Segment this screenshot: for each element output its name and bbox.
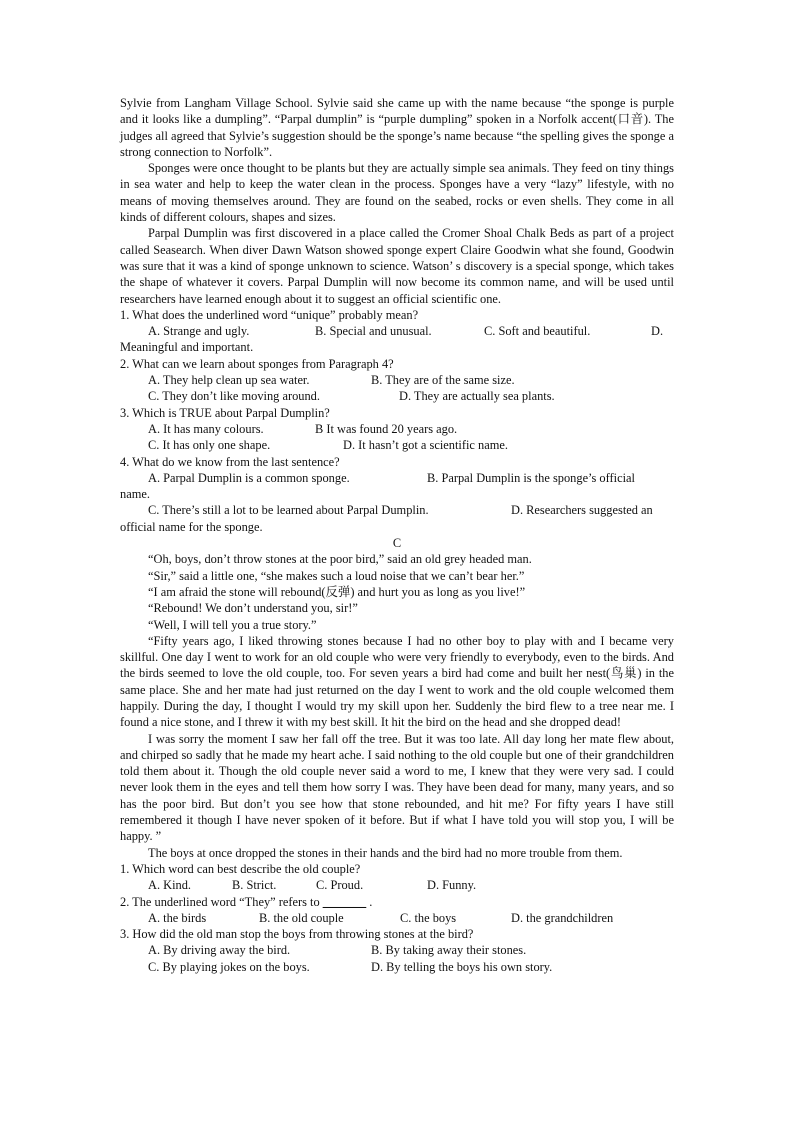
option: D. It hasn’t got a scientific name. bbox=[343, 438, 508, 453]
question-b1: 1. What does the underlined word “unique” probably mean? bbox=[120, 307, 419, 322]
question-c2-text: 2. The underlined word “They” refers to bbox=[120, 894, 320, 909]
dialogue-line: “Well, I will tell you a true story.” bbox=[148, 617, 317, 632]
dialogue-line: “Oh, boys, don’t throw stones at the poor bird,” said an old grey headed man. bbox=[148, 552, 532, 567]
option: D. the grandchildren bbox=[511, 910, 614, 925]
question-c1-options bbox=[120, 877, 674, 893]
question-b4-options bbox=[120, 502, 674, 518]
question-b2: 2. What can we learn about sponges from Paragraph 4? bbox=[120, 356, 394, 371]
option: C. They don’t like moving around. bbox=[148, 389, 320, 404]
question-c3-options bbox=[120, 942, 674, 958]
question-c3: 3. How did the old man stop the boys from throwing stones at the bird? bbox=[120, 927, 474, 942]
option: A. By driving away the bird. bbox=[148, 943, 291, 958]
option: B. By taking away their stones. bbox=[371, 943, 527, 958]
passage-c-paragraph: I was sorry the moment I saw her fall off the tree. But it was too late. All day long her mate flew about, and chirped so sadly that he made my heart ache. I said nothing to the old couple but one of their grandchildren told them about it. Though the old couple never said a word to me, I knew that they were very sad. I could never look them in the eyes and tell them how sorry I was. They have been dead for many, many years, and so has the poor bird. But don’t you see how that stone rebounded, and hit me? For fifty years I have still remembered it though I have never spoken of it before. But if what I have told you will stop you, I will be happy. ” bbox=[120, 731, 674, 844]
option: D. bbox=[651, 324, 664, 339]
question-b3-options bbox=[120, 421, 674, 437]
option: D. By telling the boys his own story. bbox=[371, 959, 553, 974]
option: A. Kind. bbox=[148, 878, 192, 893]
option: B. They are of the same size. bbox=[371, 373, 515, 388]
question-b4-options bbox=[120, 470, 674, 486]
option: D. Funny. bbox=[427, 878, 477, 893]
dialogue-line: “Rebound! We don’t understand you, sir!” bbox=[148, 601, 358, 616]
option: C. the boys bbox=[400, 910, 457, 925]
passage-c-paragraph: The boys at once dropped the stones in their hands and the bird had no more trouble from them. bbox=[148, 845, 623, 860]
option: B It was found 20 years ago. bbox=[315, 421, 458, 436]
option-continuation: official name for the sponge. bbox=[120, 519, 263, 534]
question-c2-options bbox=[120, 910, 674, 926]
dialogue-line: “I am afraid the stone will rebound(反弹) and hurt you as long as you live!” bbox=[148, 584, 526, 599]
passage-c-paragraph: “Fifty years ago, I liked throwing stones because I had no other boy to play with and I became very skillful. One day I went to work for an old couple who were very friendly to everybody, even to the birds. And the birds seemed to love the old couple, too. For seven years a bird had come and built her nest(鸟巢) in the same place. She and her mate had just returned on the day I went to work and the old couple welcomed them happily. During the day, I thought I would try my skill upon her. Suddenly the bird flew to a tree near me. I found a nice stone, and I threw it with my best skill. It hit the bird on the head and she dropped dead! bbox=[120, 633, 674, 730]
question-b3: 3. Which is TRUE about Parpal Dumplin? bbox=[120, 405, 330, 420]
question-c2-end: . bbox=[366, 894, 373, 909]
document-page bbox=[120, 95, 674, 975]
answer-blank: _______ bbox=[322, 894, 367, 909]
option: C. By playing jokes on the boys. bbox=[148, 959, 310, 974]
passage-b-paragraph: Parpal Dumplin was first discovered in a place called the Cromer Shoal Chalk Beds as part of a project called Seasearch. When diver Dawn Watson showed sponge expert Claire Goodwin what she found, Goodwin was sure that it was a kind of sponge unknown to science. Watson’ s discovery is a special sponge, which takes the shape of whatever it covers. Parpal Dumplin will now become its common name, and will be used until researchers have learned enough about it to suggest an official scientific one. bbox=[120, 226, 674, 306]
option: C. There’s still a lot to be learned about Parpal Dumplin. bbox=[148, 503, 429, 518]
option-continuation: name. bbox=[120, 487, 150, 502]
option: B. Parpal Dumplin is the sponge’s official bbox=[427, 470, 635, 485]
option: C. Proud. bbox=[316, 878, 364, 893]
option: B. Special and unusual. bbox=[315, 324, 432, 339]
option: A. They help clean up sea water. bbox=[148, 373, 310, 388]
option: A. Strange and ugly. bbox=[148, 324, 250, 339]
option: C. It has only one shape. bbox=[148, 438, 271, 453]
question-b2-options bbox=[120, 388, 674, 404]
option: D. Researchers suggested an bbox=[511, 503, 653, 518]
option: A. It has many colours. bbox=[148, 421, 264, 436]
question-b3-options bbox=[120, 437, 674, 453]
passage-b-paragraph: Sponges were once thought to be plants but they are actually simple sea animals. They feed on tiny things in sea water and help to keep the water clean in the process. Sponges have a very “lazy” lifestyle, with no means of moving themselves around. They are found on the seabed, rocks or even shells. They come in all kinds of different colours, shapes and sizes. bbox=[120, 161, 674, 225]
option: A. the birds bbox=[148, 910, 207, 925]
option-continuation: Meaningful and important. bbox=[120, 340, 254, 355]
question-c1: 1. Which word can best describe the old couple? bbox=[120, 861, 361, 876]
option: C. Soft and beautiful. bbox=[484, 324, 591, 339]
option: A. Parpal Dumplin is a common sponge. bbox=[148, 470, 350, 485]
option: D. They are actually sea plants. bbox=[399, 389, 555, 404]
passage-b-paragraph: Sylvie from Langham Village School. Sylvie said she came up with the name because “the sponge is purple and it looks like a dumpling”. “Parpal dumplin” is “purple dumpling” spoken in a Norfolk accent(口音). The judges all agreed that Sylvie’s suggestion should be the sponge’s name because “the spelling gives the sponge a strong connection to Norfolk”. bbox=[120, 96, 674, 159]
option: B. the old couple bbox=[259, 910, 344, 925]
section-heading: C bbox=[392, 536, 402, 551]
question-c2 bbox=[120, 894, 674, 910]
option: B. Strict. bbox=[232, 878, 277, 893]
question-b2-options bbox=[120, 372, 674, 388]
dialogue-line: “Sir,” said a little one, “she makes such a loud noise that we can’t bear her.” bbox=[148, 568, 525, 583]
question-c3-options bbox=[120, 959, 674, 975]
question-b1-options bbox=[120, 323, 674, 339]
question-b4: 4. What do we know from the last sentence? bbox=[120, 454, 340, 469]
